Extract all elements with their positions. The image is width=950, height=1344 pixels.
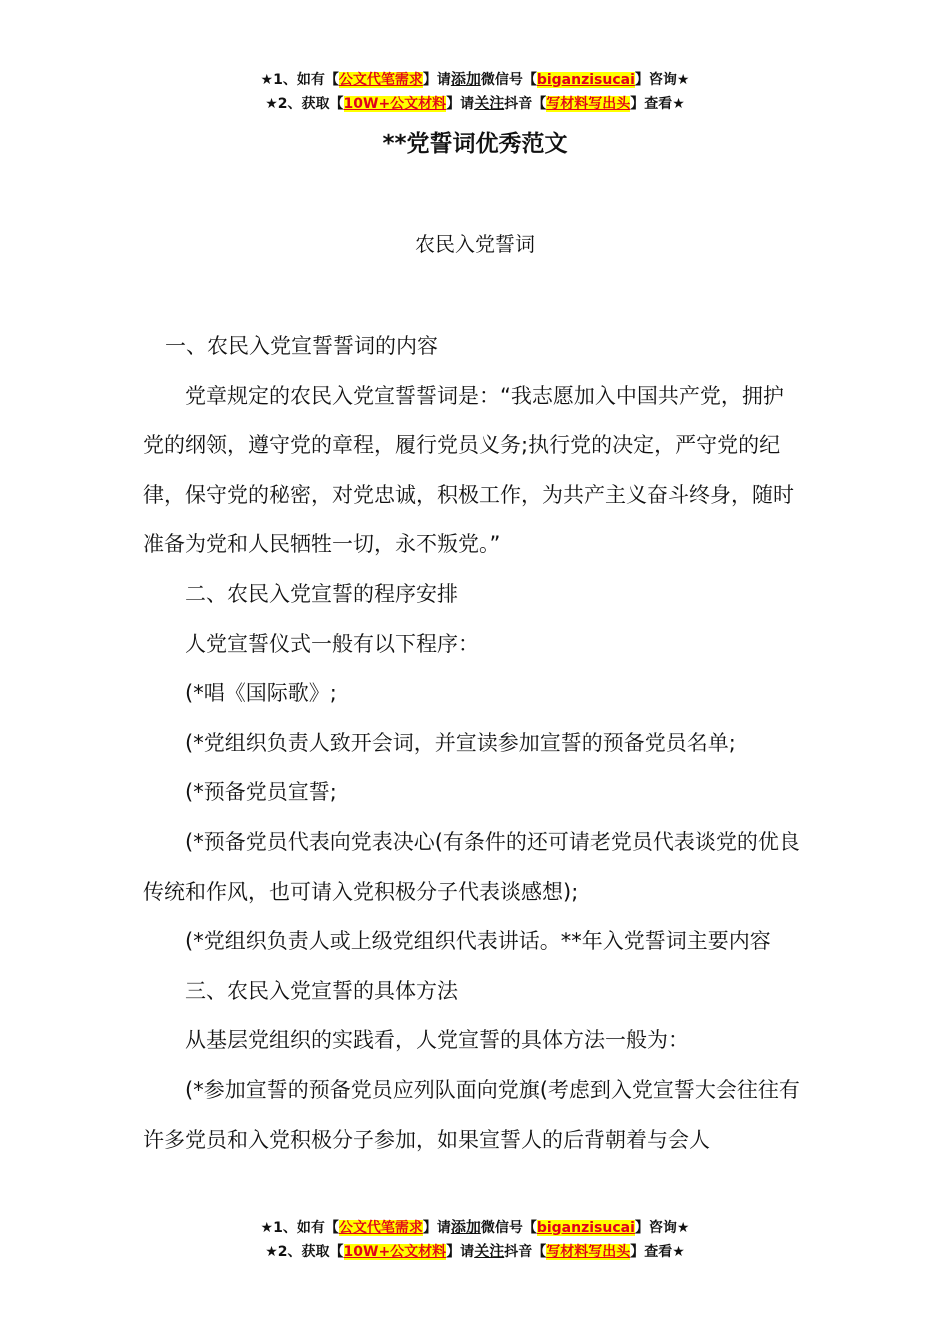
promo-underline: 关注 <box>474 94 505 112</box>
section-heading: 三、农民入党宣誓的具体方法 <box>185 978 458 1003</box>
promo-highlight: biganzisucai <box>536 1220 635 1236</box>
promo-underline: 关注 <box>474 1242 505 1260</box>
paragraph: 从基层党组织的实践看，人党宣誓的具体方法一般为： <box>185 1028 689 1053</box>
promo-highlight: 10W+公文材料 <box>343 1244 447 1260</box>
promo-highlight: 10W+公文材料 <box>343 96 447 112</box>
promo-text: 抖音【 <box>504 96 547 112</box>
list-item: (*党组织负责人致开会词，并宣读参加宣誓的预备党员名单; <box>185 730 736 755</box>
promo-banner-top <box>0 68 950 116</box>
promo-text: 】请 <box>446 1244 475 1260</box>
promo-underline: 添加 <box>450 1218 481 1236</box>
promo-highlight: 公文代笔需求 <box>338 72 423 88</box>
promo-line-2 <box>0 1240 950 1264</box>
promo-text: 】请 <box>446 96 475 112</box>
promo-highlight: biganzisucai <box>536 72 635 88</box>
promo-text: 抖音【 <box>504 1244 547 1260</box>
promo-banner-bottom <box>0 1216 950 1264</box>
promo-text: 微信号【 <box>480 1220 537 1236</box>
promo-line-1 <box>0 68 950 92</box>
promo-text: ★1、如有【 <box>260 72 339 88</box>
list-item: (*参加宣誓的预备党员应列队面向党旗(考虑到入党宣誓大会往往有许多党员和入党积极分子参加，如果宣誓人的后背朝着与会人 <box>143 1077 800 1152</box>
promo-text: 】请 <box>422 1220 451 1236</box>
paragraph: 人党宣誓仪式一般有以下程序： <box>185 631 479 656</box>
promo-text: 微信号【 <box>480 72 537 88</box>
document-title: **党誓词优秀范文 <box>382 131 568 157</box>
promo-highlight: 写材料写出头 <box>546 1244 631 1260</box>
document-body <box>143 322 803 1165</box>
section-heading: 一、农民入党宣誓誓词的内容 <box>165 334 439 358</box>
list-item: (*预备党员宣誓; <box>185 780 337 805</box>
list-item: (*唱《国际歌》; <box>185 681 337 706</box>
document-subtitle: 农民入党誓词 <box>415 232 535 256</box>
promo-text: ★2、获取【 <box>265 96 344 112</box>
section-heading: 二、农民入党宣誓的程序安排 <box>185 581 458 606</box>
promo-highlight: 公文代笔需求 <box>338 1220 423 1236</box>
promo-text: 】查看★ <box>630 96 685 112</box>
promo-line-1 <box>0 1216 950 1240</box>
promo-text: ★2、获取【 <box>265 1244 344 1260</box>
promo-text: 】请 <box>422 72 451 88</box>
promo-line-2 <box>0 92 950 116</box>
paragraph: 党章规定的农民入党宣誓誓词是：“我志愿加入中国共产党，拥护党的纲领，遵守党的章程，履行党员义务;执行党的决定，严守党的纪律，保守党的秘密，对党忠诚，积极工作，为共产主义奋斗终身，随时准备为党和人民牺牲一切，永不叛党。” <box>143 383 794 557</box>
list-item: (*预备党员代表向党表决心(有条件的还可请老党员代表谈党的优良传统和作风，也可请入党积极分子代表谈感想); <box>143 829 800 904</box>
promo-highlight: 写材料写出头 <box>546 96 631 112</box>
promo-underline: 添加 <box>450 70 481 88</box>
promo-text: 】咨询★ <box>634 1220 690 1236</box>
promo-text: 】咨询★ <box>634 72 690 88</box>
list-item: (*党组织负责人或上级党组织代表讲话。**年入党誓词主要内容 <box>185 929 771 954</box>
promo-text: ★1、如有【 <box>260 1220 339 1236</box>
promo-text: 】查看★ <box>630 1244 685 1260</box>
